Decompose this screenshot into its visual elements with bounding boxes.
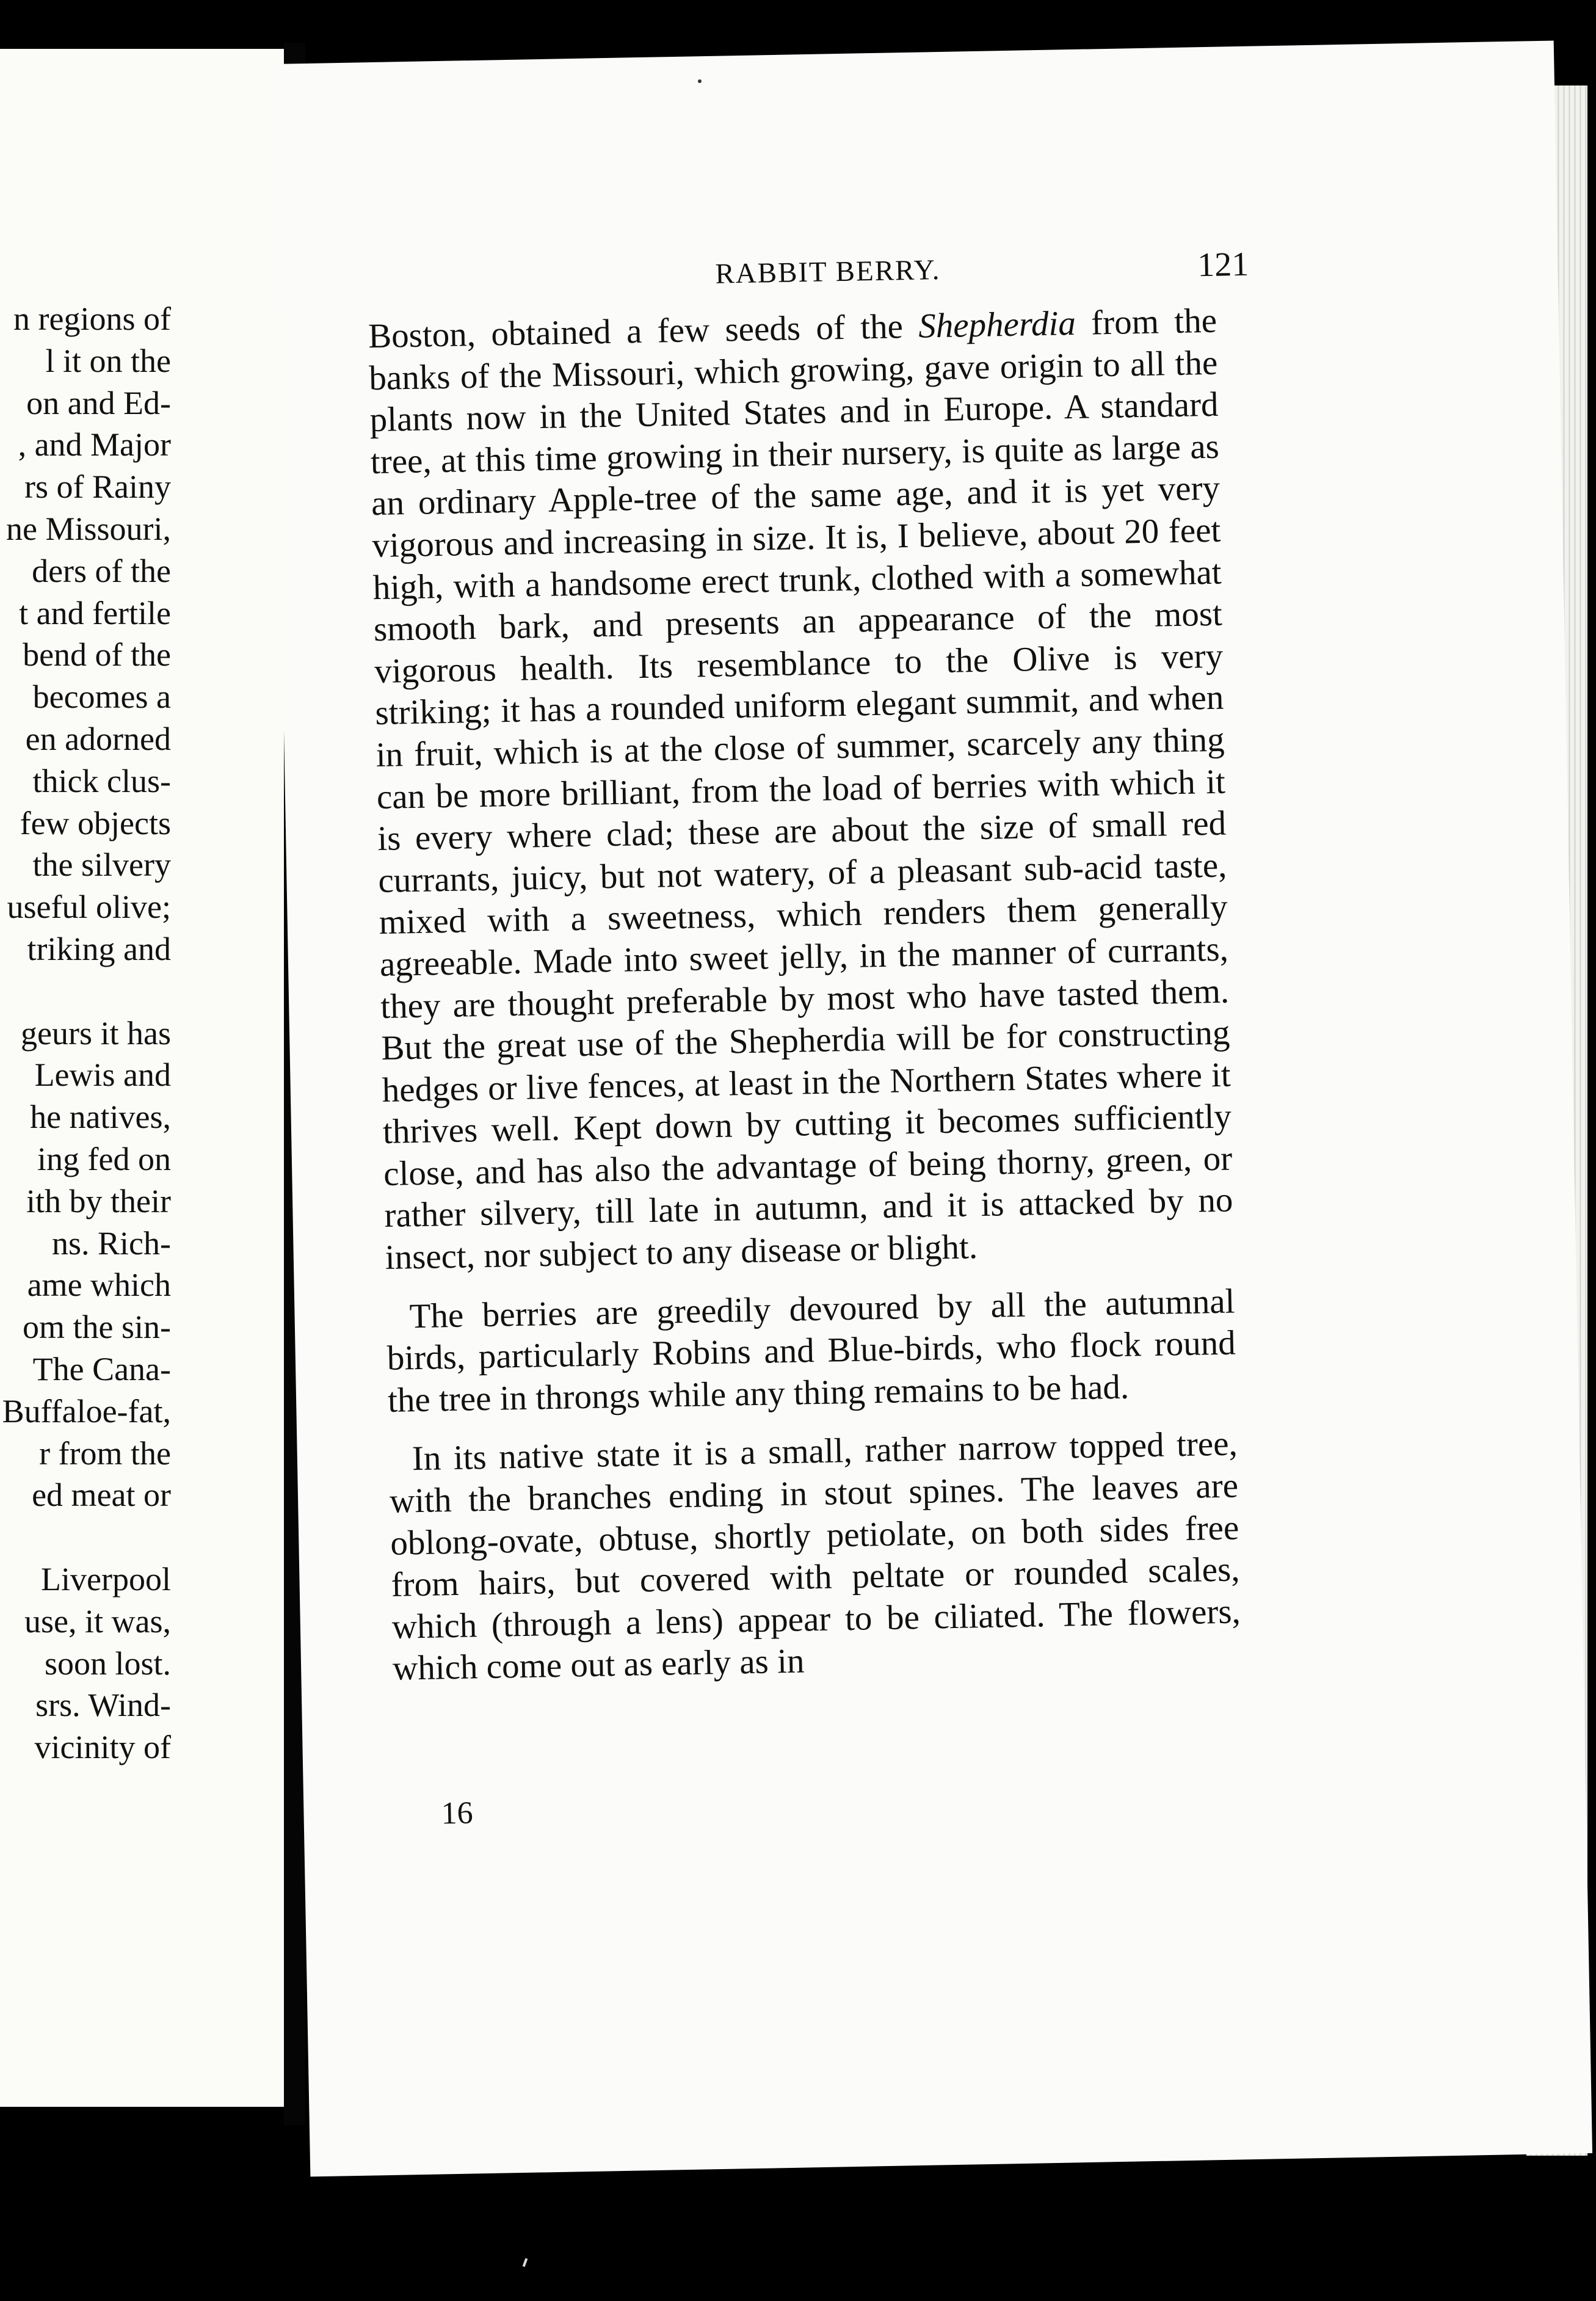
left-line: ns. Rich- (52, 1224, 171, 1262)
running-head: RABBIT BERRY. (714, 253, 941, 290)
left-line: ne Missouri, (6, 510, 171, 547)
left-line: Lewis and (34, 1056, 171, 1094)
left-page (0, 49, 284, 2107)
left-line: l it on the (45, 342, 171, 379)
paragraph: The berries are greedily devoured by all the autumnal birds, particularly Robins and Blue-birds, who flock round the tree in throngs while any thing remains to be had. (386, 1282, 1236, 1420)
signature-mark: 16 (441, 1795, 474, 1831)
left-line: use, it was, (24, 1602, 171, 1640)
left-line: Liverpool (41, 1560, 171, 1598)
left-line: becomes a (32, 678, 171, 716)
left-line (0, 1516, 171, 1558)
paragraph: In its native state it is a small, rather narrow topped tree, with the branches ending in stout spines. The leaves are oblong-ovate, obtuse, shortly petiolate, on both sides free from hairs, but covered with peltate or rounded scales, which (through a lens) appear to be ciliated. The flowers, which come out as early as in (389, 1424, 1241, 1688)
left-page-text (0, 298, 171, 1768)
left-line: he natives, (30, 1099, 171, 1136)
left-line: thick clus- (32, 762, 171, 799)
right-page (272, 41, 1592, 2177)
italic-term: Shepherdia (918, 304, 1076, 346)
scan-speck (523, 2258, 528, 2267)
left-line: soon lost. (44, 1645, 171, 1682)
left-line: the silvery (32, 846, 171, 884)
left-line: ed meat or (32, 1477, 171, 1514)
left-line: n regions of (13, 300, 171, 337)
body-text (368, 300, 1242, 1690)
left-line: , and Major (18, 426, 171, 463)
left-line: om the sin- (23, 1309, 171, 1346)
paragraph-text: Boston, obtained a few seeds of the (368, 307, 919, 356)
left-line (0, 970, 171, 1012)
left-line: ame which (27, 1267, 171, 1304)
left-line: ders of the (32, 552, 171, 589)
print-speck (698, 79, 702, 83)
left-line: srs. Wind- (35, 1687, 171, 1724)
page-number: 121 (1197, 245, 1249, 285)
left-line: on and Ed- (26, 384, 171, 421)
left-line: t and fertile (19, 594, 171, 631)
left-line: rs of Rainy (24, 468, 171, 506)
left-line: The Cana- (32, 1350, 171, 1387)
left-line: few objects (20, 804, 171, 842)
left-line: r from the (39, 1434, 171, 1472)
left-line: Buffaloe-fat, (2, 1392, 171, 1430)
left-line: vicinity of (34, 1729, 171, 1766)
left-line: ith by their (26, 1182, 171, 1220)
left-line: geurs it has (21, 1014, 171, 1052)
left-line: ing fed on (37, 1140, 171, 1177)
left-line: bend of the (23, 636, 171, 674)
paragraph (368, 300, 1235, 1279)
left-line: useful olive; (7, 889, 171, 926)
left-line: en adorned (25, 720, 171, 757)
paragraph-text: from the banks of the Missouri, which growing, gave origin to all the plants now in the United States and in Europe. A standard tree, at this time growing in their nursery, is quite as large as an ordinary Apple-tree of the same age, and it is yet very vigorous and increasing in size. It is, I believe, about 20 feet high, with a handsome erect trunk, clothed with a somewhat smooth bark, and presents an appearance of the most vigorous health. Its resemblance to the Olive is very striking; it has a rounded uniform elegant summit, and when in fruit, which is at the close of summer, scarcely any thing can be more brilliant, from the load of berries with which it is every where clad; these are about the size of small red currants, juicy, but not watery, of a pleasant sub-acid taste, mixed with a sweetness, which renders them generally agreeable. Made into sweet jelly, in the manner of currants, they are thought preferable by most who have tasted them. But the great use of the Shepherdia will be for constructing hedges or live fences, at least in the Northern States where it thrives well. Kept down by cutting it becomes sufficiently close, and has also the advantage of being thorny, green, or rather silvery, till late in autumn, and it is attacked by no insect, nor subject to any disease or blight. (368, 301, 1233, 1277)
left-line: triking and (27, 930, 171, 967)
